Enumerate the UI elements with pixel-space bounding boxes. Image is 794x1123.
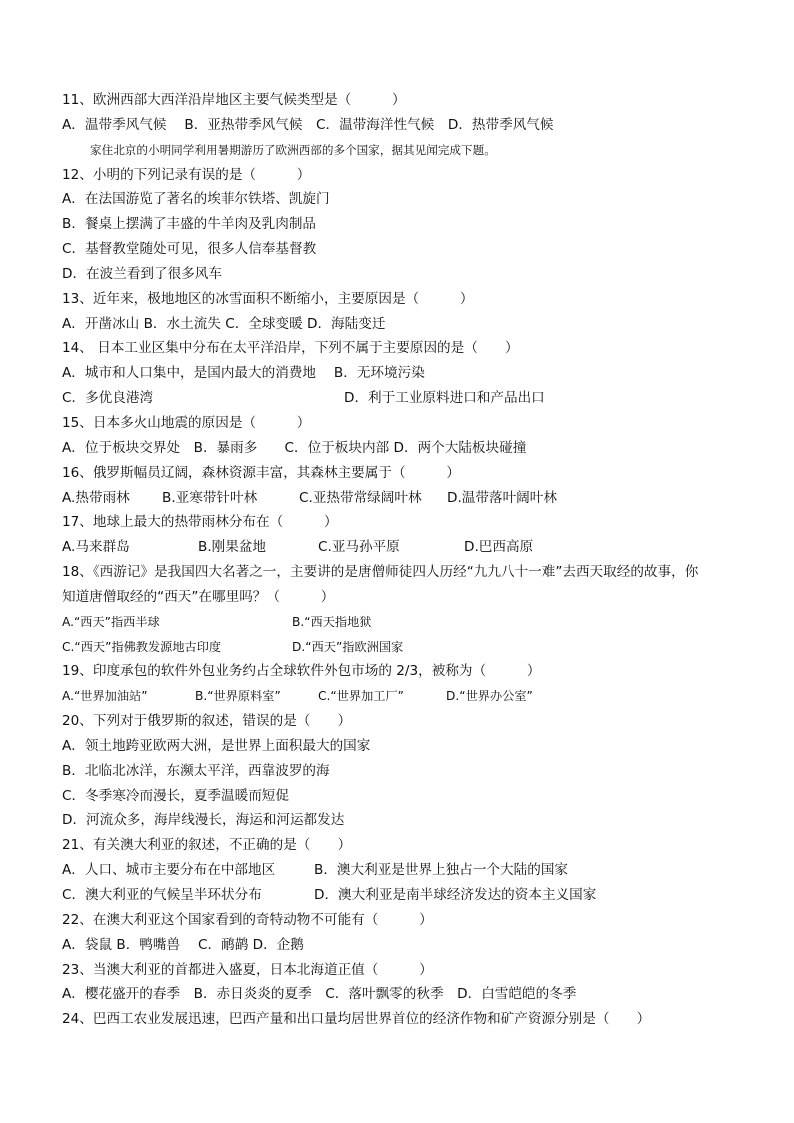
answer-options bbox=[62, 883, 752, 908]
answer-options: D．在波兰看到了很多风车 bbox=[62, 265, 222, 282]
question-text: 21、有关澳大利亚的叙述，不正确的是（ ） bbox=[62, 837, 352, 854]
answer-option: A.“西天”指西半球 bbox=[62, 614, 160, 629]
answer-option: D.巴西高原 bbox=[464, 539, 534, 556]
answer-options: C．基督教堂随处可见，很多人信奉基督教 bbox=[62, 241, 317, 258]
answer-options: D．河流众多，海岸线漫长，海运和河运都发达 bbox=[62, 812, 345, 829]
question-context-note: 家住北京的小明同学利用暑期游历了欧洲西部的多个国家，据其见闻完成下题。 bbox=[90, 142, 496, 157]
exam-page bbox=[62, 88, 752, 1032]
answer-options: A．领土地跨亚欧两大洲，是世界上面积最大的国家 bbox=[62, 737, 371, 754]
answer-option: A．人口、城市主要分布在中部地区 bbox=[62, 862, 276, 879]
answer-option: B.亚寒带针叶林 bbox=[162, 489, 258, 506]
answer-option: C．澳大利亚的气候呈半环状分布 bbox=[62, 887, 262, 903]
answer-options bbox=[62, 535, 752, 560]
answer-options bbox=[62, 610, 752, 635]
answer-options bbox=[62, 635, 752, 660]
question-text: 18、《西游记》是我国四大名著之一，主要讲的是唐僧师徒四人历经“九九八十一难”去西天取经的故事，你 bbox=[62, 564, 699, 581]
answer-option: C.“西天”指佛教发源地古印度 bbox=[62, 639, 222, 654]
answer-option: D．利于工业原料进口和产品出口 bbox=[344, 390, 545, 407]
answer-option: D.“世界办公室” bbox=[446, 689, 533, 704]
question-text: 16、俄罗斯幅员辽阔，森林资源丰富，其森林主要属于（ ） bbox=[62, 464, 460, 481]
question-text: 13、近年来，极地地区的冰雪面积不断缩小，主要原因是（ ） bbox=[62, 290, 474, 307]
answer-options: A．位于板块交界处 B．暴雨多 C．位于板块内部 D．两个大陆板块碰撞 bbox=[62, 439, 527, 456]
answer-option: A.马来群岛 bbox=[62, 539, 130, 556]
question-text: 24、巴西工农业发展迅速，巴西产量和出口量均居世界首位的经济作物和矿产资源分别是（ ） bbox=[62, 1011, 651, 1028]
answer-option: C．多优良港湾 bbox=[62, 390, 154, 407]
answer-options: A．在法国游览了著名的埃菲尔铁塔、凯旋门 bbox=[62, 191, 330, 208]
question-text: 19、印度承包的软件外包业务约占全球软件外包市场的 2/3，被称为（ ） bbox=[62, 663, 541, 680]
answer-options: A．温带季风气候 B．亚热带季风气候 C．温带海洋性气候 D．热带季风气候 bbox=[62, 116, 554, 133]
answer-option: C.亚马孙平原 bbox=[318, 539, 400, 556]
answer-option: B.“西天指地狱 bbox=[292, 614, 372, 629]
answer-options: B．餐桌上摆满了丰盛的牛羊肉及乳肉制品 bbox=[62, 216, 317, 233]
question-text: 22、在澳大利亚这个国家看到的奇特动物不可能有（ ） bbox=[62, 911, 433, 928]
question-text: 23、当澳大利亚的首都进入盛夏，日本北海道正值（ ） bbox=[62, 961, 433, 978]
answer-options: A．樱花盛开的春季 B．赤日炎炎的夏季 C．落叶飘零的秋季 D．白雪皑皑的冬季 bbox=[62, 986, 577, 1003]
answer-option: B.“世界原料室” bbox=[195, 689, 281, 704]
answer-option: A.热带雨林 bbox=[62, 489, 130, 506]
answer-options: A．城市和人口集中，是国内最大的消费地 B．无环境污染 bbox=[62, 365, 425, 382]
question-text: 14、 日本工业区集中分布在太平洋沿岸，下列不属于主要原因的是（ ） bbox=[62, 340, 519, 357]
answer-option: B.刚果盆地 bbox=[198, 539, 267, 556]
answer-options: A．开凿冰山 B．水土流失 C．全球变暖 D．海陆变迁 bbox=[62, 315, 386, 332]
question-text: 11、欧洲西部大西洋沿岸地区主要气候类型是（ ） bbox=[62, 92, 406, 108]
answer-option: C.亚热带常绿阔叶林 bbox=[299, 489, 422, 506]
answer-option: C.“世界加工厂” bbox=[318, 689, 404, 704]
answer-options: B．北临北冰洋，东濒太平洋，西靠波罗的海 bbox=[62, 762, 330, 779]
answer-options bbox=[62, 684, 752, 709]
question-text: 17、地球上最大的热带雨林分布在（ ） bbox=[62, 514, 338, 531]
answer-options bbox=[62, 386, 752, 411]
answer-option: D．澳大利亚是南半球经济发达的资本主义国家 bbox=[314, 887, 597, 903]
answer-option: D.温带落叶阔叶林 bbox=[447, 489, 557, 506]
question-text: 知道唐僧取经的“西天”在哪里吗？（ ） bbox=[62, 588, 335, 605]
answer-options: A．袋鼠 B．鸭嘴兽 C．鸸鹋 D．企鹅 bbox=[62, 936, 304, 953]
answer-option: A.“世界加油站” bbox=[62, 689, 148, 704]
answer-option: B．澳大利亚是世界上独占一个大陆的国家 bbox=[314, 862, 569, 879]
question-text: 20、下列对于俄罗斯的叙述，错误的是（ ） bbox=[62, 713, 352, 730]
answer-options: C．冬季寒冷而漫长，夏季温暖而短促 bbox=[62, 787, 289, 804]
question-text: 15、日本多火山地震的原因是（ ） bbox=[62, 414, 311, 431]
answer-options bbox=[62, 858, 752, 883]
answer-options bbox=[62, 486, 752, 511]
question-text: 12、小明的下列记录有误的是（ ） bbox=[62, 166, 311, 183]
answer-option: D.“西天”指欧洲国家 bbox=[292, 639, 404, 654]
